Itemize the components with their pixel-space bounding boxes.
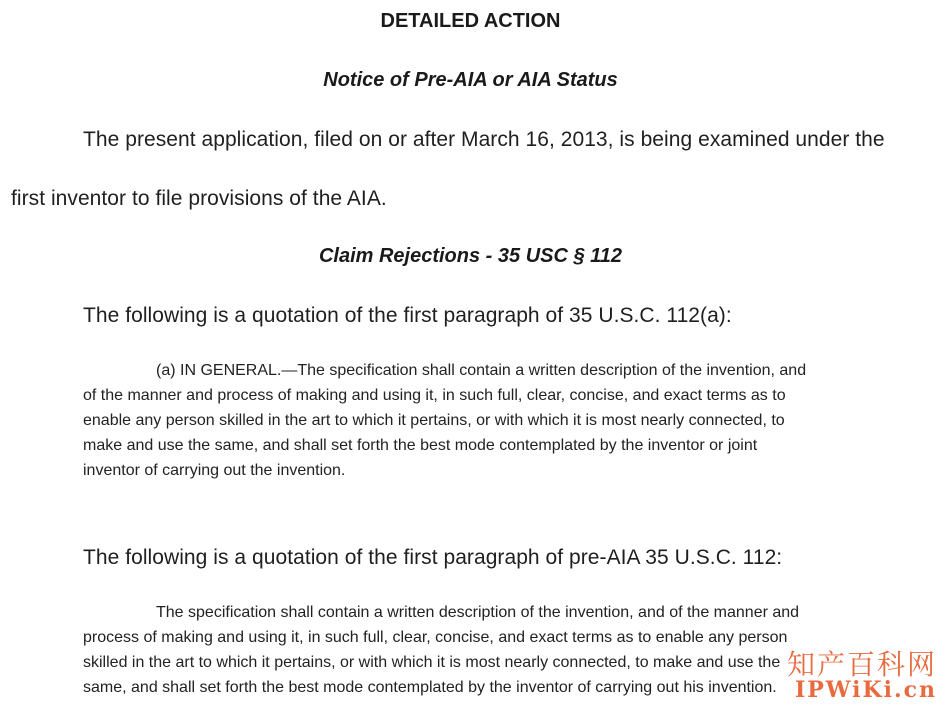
status-paragraph-line-2: first inventor to file provisions of the AIA. [11,187,387,210]
quote-pre-aia-line: process of making and using it, in such full, clear, concise, and exact terms as to enable any person [83,629,788,646]
quote-pre-aia-line: skilled in the art to which it pertains, or with which it is most nearly connected, to make and use the [83,654,781,671]
quote-112a-line: (a) IN GENERAL.—The specification shall contain a written description of the invention, and [156,362,807,379]
quote-112a-line: enable any person skilled in the art to which it pertains, or with which it is most nearly connected, to [83,412,785,429]
status-paragraph-line-1: The present application, filed on or after March 16, 2013, is being examined under the [83,128,885,151]
quote-112a-line: of the manner and process of making and using it, in such full, clear, concise, and exact terms as to [83,387,786,404]
watermark-site-name: 知产百科网 [786,648,937,681]
quote-pre-aia-line: same, and shall set forth the best mode contemplated by the inventor of carrying out his invention. [83,679,777,696]
quotation-intro-pre-aia-112: The following is a quotation of the first paragraph of pre-AIA 35 U.S.C. 112: [83,546,783,569]
quote-pre-aia-line: The specification shall contain a written description of the invention, and of the manner and [156,604,800,621]
detailed-action-heading: DETAILED ACTION [380,10,561,32]
quote-112a-line: inventor of carrying out the invention. [83,462,346,479]
claim-rejections-title: Claim Rejections - 35 USC § 112 [318,245,623,267]
quotation-intro-112a: The following is a quotation of the first paragraph of 35 U.S.C. 112(a): [83,304,732,327]
aia-status-title: Notice of Pre-AIA or AIA Status [323,69,618,91]
quote-112a-line: make and use the same, and shall set forth the best mode contemplated by the inventor or joint [83,437,758,454]
watermark-site-url: IPWiKi.cn [794,677,937,703]
